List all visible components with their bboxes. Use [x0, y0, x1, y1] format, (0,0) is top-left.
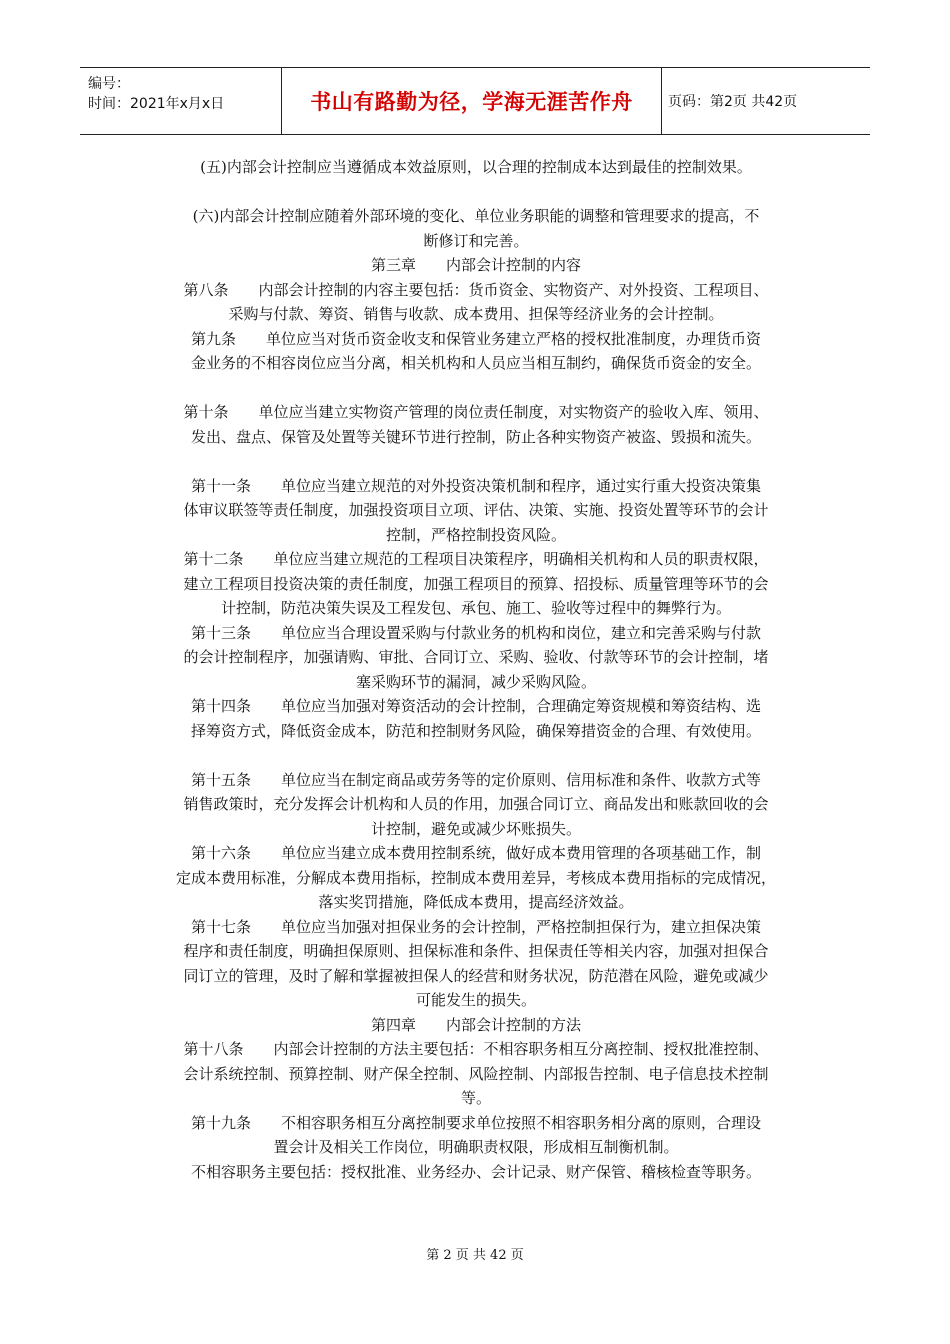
body-text-line: 第十七条 单位应当加强对担保业务的会计控制，严格控制担保行为，建立担保决策 — [190, 917, 761, 936]
body-text-line: 计控制，避免或减少坏账损失。 — [370, 819, 581, 838]
body-text-line: 第四章 内部会计控制的方法 — [370, 1015, 581, 1034]
body-text-line: 第三章 内部会计控制的内容 — [370, 256, 581, 274]
body-text-line: 定成本费用标准，分解成本费用指标，控制成本费用差异，考核成本费用指标的完成情况， — [175, 868, 776, 887]
body-text-line: 不相容职务主要包括：授权批准、业务经办、会计记录、财产保管、稽核检查等职务。 — [190, 1162, 761, 1181]
motto-text: 书山有路勤为径，学海无涯苦作舟 — [310, 90, 633, 114]
body-text-line: 发出、盘点、保管及处置等关键环节进行控制，防止各种实物资产被盗、毁损和流失。 — [190, 427, 761, 446]
body-text-line: 第十三条 单位应当合理设置采购与付款业务的机构和岗位，建立和完善采购与付款 — [190, 623, 761, 642]
document-header — [80, 67, 870, 135]
document-body — [140, 155, 812, 1184]
body-text-line: 金业务的不相容岗位应当分离，相关机构和人员应当相互制约，确保货币资金的安全。 — [190, 354, 761, 372]
body-text-line: 采购与付款、筹资、销售与收款、成本费用、担保等经济业务的会计控制。 — [228, 305, 724, 323]
body-text-line: 第九条 单位应当对货币资金收支和保管业务建立严格的授权批准制度，办理货币资 — [190, 329, 761, 348]
body-text-line: 程序和责任制度，明确担保原则、担保标准和条件、担保责任等相关内容，加强对担保合 — [183, 942, 769, 960]
number-label: 编号： — [88, 76, 130, 92]
body-text-line: 可能发生的损失。 — [415, 991, 536, 1009]
paragraph-spacer — [140, 180, 812, 205]
body-text-line: 同订立的管理，及时了解和掌握被担保人的经营和财务状况，防范潜在风险，避免或减少 — [183, 966, 769, 985]
page-footer — [0, 1244, 950, 1263]
header-page-cell — [662, 68, 870, 134]
body-text-line: 的会计控制程序，加强请购、审批、合同订立、采购、验收、付款等环节的会计控制，堵 — [183, 648, 769, 666]
body-text-line: 控制，严格控制投资风险。 — [385, 525, 566, 544]
paragraph-spacer — [140, 376, 812, 401]
body-text-line: 第十四条 单位应当加强对筹资活动的会计控制，合理确定筹资规模和筹资结构、选 — [190, 697, 761, 715]
header-motto-cell — [282, 68, 662, 134]
body-text-line: 建立工程项目投资决策的责任制度，加强工程项目的预算、招投标、质量管理等环节的会 — [183, 574, 769, 593]
body-text-line: 计控制，防范决策失误及工程发包、承包、施工、验收等过程中的舞弊行为。 — [220, 599, 731, 617]
header-meta-cell — [80, 68, 282, 134]
body-text-line: 第十条 单位应当建立实物资产管理的岗位责任制度，对实物资产的验收入库、领用、 — [183, 403, 769, 421]
body-text-line: 等。 — [460, 1089, 491, 1107]
date-label: 时间：2021年x月x日 — [88, 96, 225, 112]
body-text-line: 第十一条 单位应当建立规范的对外投资决策机制和程序，通过实行重大投资决策集 — [190, 476, 761, 495]
body-text-line: 第十九条 不相容职务相互分离控制要求单位按照不相容职务相分离的原则，合理设 — [190, 1113, 761, 1132]
body-text-line: 置会计及相关工作岗位，明确职责权限，形成相互制衡机制。 — [273, 1138, 679, 1156]
body-text-line: 第十二条 单位应当建立规范的工程项目决策程序，明确相关机构和人员的职责权限， — [183, 550, 769, 568]
body-text-line: (六)内部会计控制应随着外部环境的变化、单位业务职能的调整和管理要求的提高，不 — [192, 207, 760, 225]
body-text-line: 体审议联签等责任制度，加强投资项目立项、评估、决策、实施、投资处置等环节的会计 — [183, 501, 769, 519]
page-info: 页码：第2页 共42页 — [668, 94, 798, 110]
footer-page-number: 第 2 页 共 42 页 — [426, 1248, 524, 1263]
body-text-line: 第十五条 单位应当在制定商品或劳务等的定价原则、信用标准和条件、收款方式等 — [190, 770, 761, 789]
body-text-line: 断修订和完善。 — [423, 231, 529, 250]
body-text-line: 第十六条 单位应当建立成本费用控制系统，做好成本费用管理的各项基础工作，制 — [190, 844, 761, 862]
body-text-line: (五)内部会计控制应当遵循成本效益原则，以合理的控制成本达到最佳的控制效果。 — [200, 158, 752, 176]
paragraph-spacer — [140, 449, 812, 474]
body-text-line: 择筹资方式，降低资金成本，防范和控制财务风险，确保筹措资金的合理、有效使用。 — [190, 721, 761, 740]
body-text-line: 第十八条 内部会计控制的方法主要包括：不相容职务相互分离控制、授权批准控制、 — [183, 1040, 769, 1058]
body-text-line: 塞采购环节的漏洞，减少采购风险。 — [355, 672, 596, 691]
body-text-line: 落实奖罚措施，降低成本费用，提高经济效益。 — [318, 893, 634, 911]
body-text-line: 会计系统控制、预算控制、财产保全控制、风险控制、内部报告控制、电子信息技术控制 — [183, 1064, 769, 1083]
paragraph-spacer — [140, 743, 812, 768]
body-text-line: 第八条 内部会计控制的内容主要包括：货币资金、实物资产、对外投资、工程项目、 — [183, 280, 769, 299]
body-text-line: 销售政策时，充分发挥会计机构和人员的作用，加强合同订立、商品发出和账款回收的会 — [183, 795, 769, 813]
